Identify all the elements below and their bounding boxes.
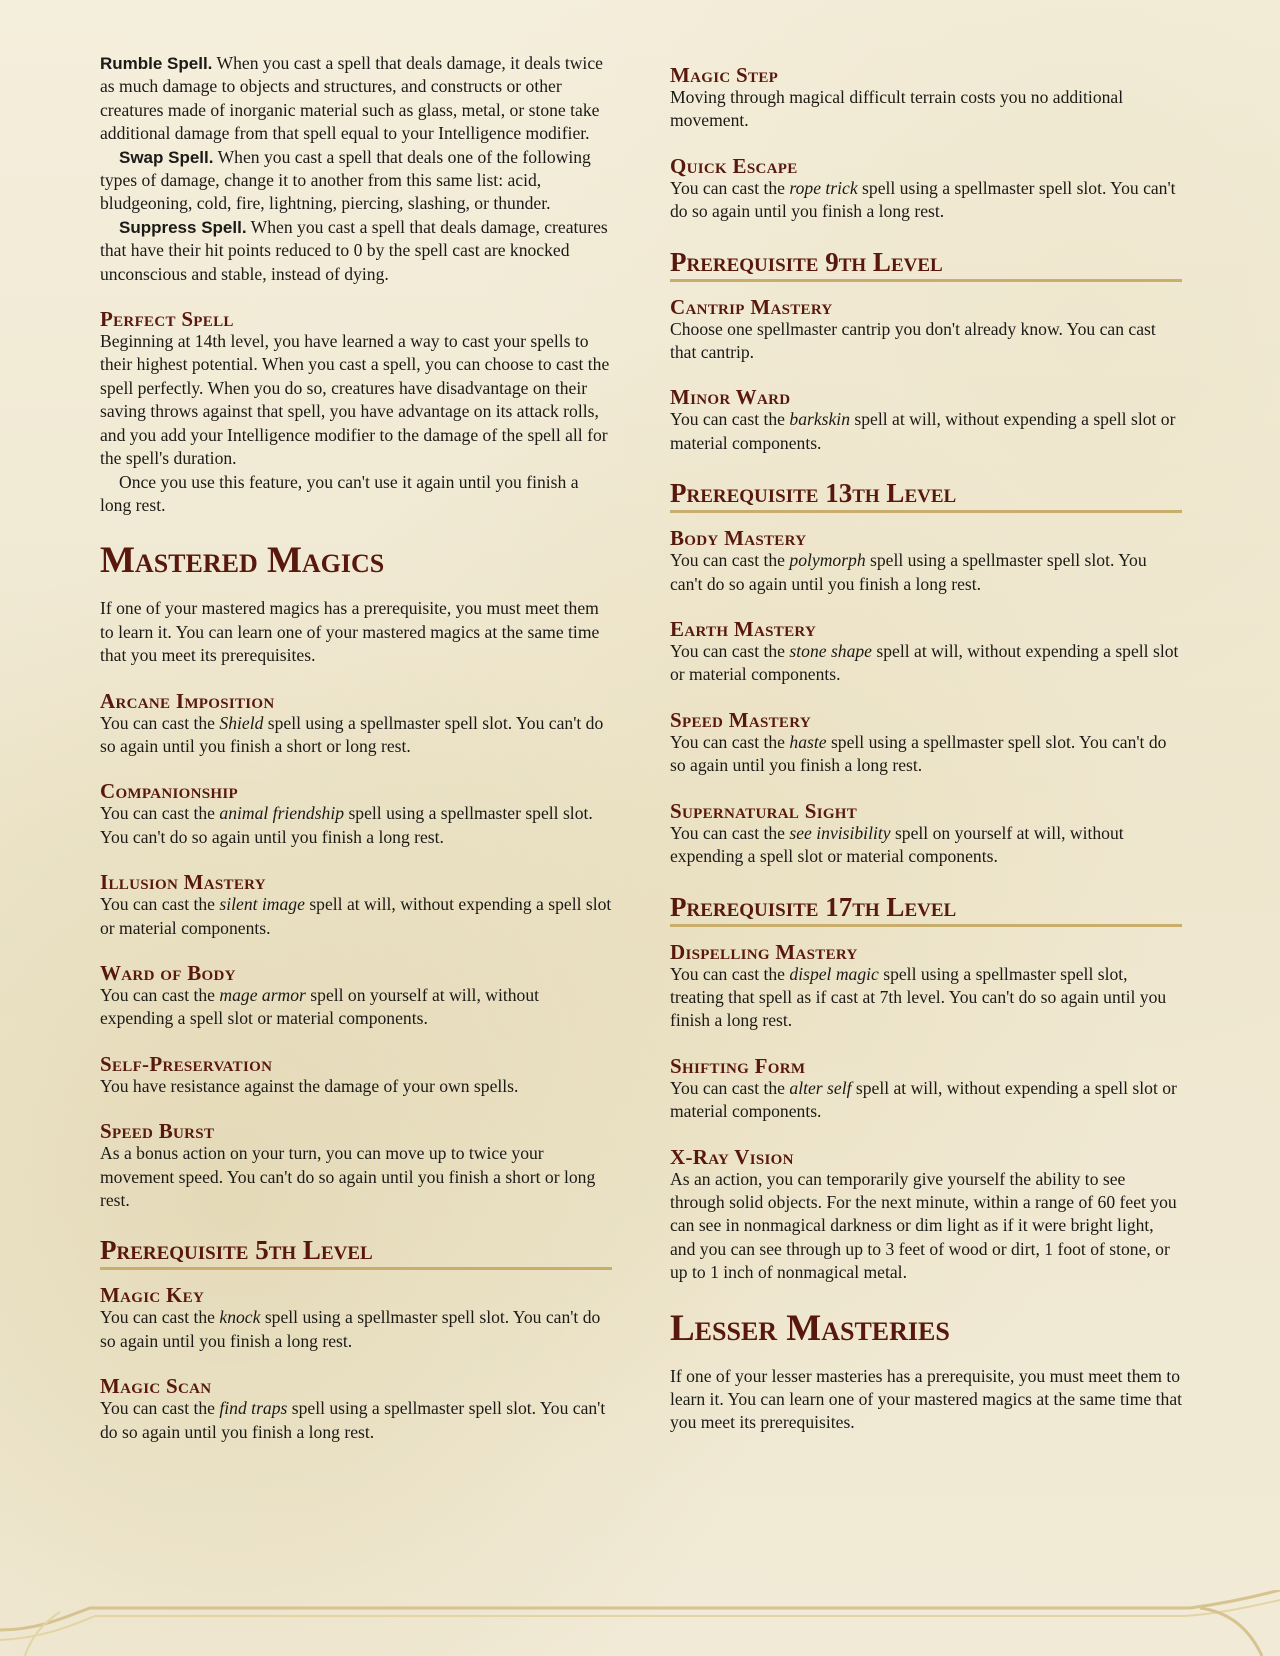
- spell-name: find traps: [219, 1398, 288, 1419]
- spell-name: haste: [789, 731, 827, 752]
- text-span: You can cast the: [100, 803, 220, 824]
- left-column: [100, 52, 612, 1444]
- spell-name: Shield: [219, 712, 264, 733]
- spell-name: rope trick: [789, 177, 858, 198]
- supernatural-sight-heading: Supernatural Sight: [670, 798, 858, 823]
- self-preservation-text: You have resistance against the damage of your own spells.: [100, 1075, 519, 1096]
- text-span: spell using a spellmaster spell slot. You can't do so again until you finish a long rest.: [100, 1398, 606, 1442]
- text-span: You can cast the: [100, 1307, 220, 1328]
- cantrip-mastery-text: Choose one spellmaster cantrip you don't already know. You can cast that cantrip.: [670, 318, 1156, 363]
- rumble-spell-paragraph: [100, 52, 612, 146]
- self-preservation-heading: Self-Preservation: [100, 1051, 273, 1076]
- footer-flourish-icon: [0, 1590, 1280, 1656]
- text-span: You can cast the: [100, 984, 220, 1005]
- lesser-masteries-heading: Lesser Masteries: [670, 1307, 950, 1349]
- speed-burst-heading: Speed Burst: [100, 1119, 215, 1144]
- supernatural-sight-text: [670, 822, 1182, 869]
- magic-step-text: Moving through magical difficult terrain costs you no additional movement.: [670, 87, 1124, 131]
- magic-key-text: [100, 1306, 612, 1353]
- spell-name: silent image: [219, 894, 305, 915]
- text-span: spell at will, without expending a spell slot or material components.: [100, 894, 612, 938]
- text-span: spell using a spellmaster spell slot. You can't do so again until you finish a long rest.: [670, 731, 1167, 776]
- ward-of-body-text: [100, 984, 612, 1031]
- text-span: You can cast the: [670, 641, 790, 662]
- text-span: You can cast the: [100, 894, 220, 915]
- text-span: spell using a spellmaster spell slot. You can't do so again until you finish a short or long rest.: [100, 712, 604, 756]
- spell-name: mage armor: [219, 984, 306, 1005]
- text-span: You can cast the: [100, 712, 220, 733]
- dispelling-mastery-heading: Dispelling Mastery: [670, 939, 858, 964]
- arcane-imposition-heading: Arcane Imposition: [100, 688, 275, 713]
- swap-spell-label: Swap Spell.: [119, 147, 214, 167]
- illusion-mastery-text: [100, 893, 612, 940]
- rumble-spell-text: When you cast a spell that deals damage, it deals twice as much damage to objects and structures, and constructs or other creatures made of inorganic material such as glass, metal, or stone take additional damage from that spell equal to your Intelligence modifier.: [100, 53, 603, 144]
- text-span: You can cast the: [670, 731, 790, 752]
- swap-spell-text: When you cast a spell that deals one of the following types of damage, change it to another from this same list: acid, bludgeoning, cold, fire, lightning, piercing, slashing, or thunder.: [100, 146, 591, 214]
- text-span: spell using a spellmaster spell slot. You can't do so again until you finish a long rest.: [670, 550, 1147, 594]
- text-span: spell on yourself at will, without expending a spell slot or material components.: [100, 984, 539, 1029]
- prerequisite-13th-level-heading: Prerequisite 13th Level: [670, 477, 1182, 513]
- swap-spell-paragraph: [100, 146, 612, 216]
- prerequisite-9th-level-heading: Prerequisite 9th Level: [670, 246, 1182, 282]
- text-span: You can cast the: [670, 409, 790, 430]
- speed-mastery-heading: Speed Mastery: [670, 707, 811, 732]
- magic-scan-heading: Magic Scan: [100, 1374, 212, 1399]
- text-span: You can cast the: [670, 1077, 790, 1098]
- companionship-text: [100, 802, 612, 849]
- text-span: spell using a spellmaster spell slot, treating that spell as if cast at 7th level. You can't do so again until you finish a long rest.: [670, 963, 1167, 1031]
- text-span: You can cast the: [100, 1398, 220, 1419]
- perfect-spell-heading: Perfect Spell: [100, 307, 234, 332]
- text-span: spell at will, without expending a spell slot or material components.: [670, 1077, 1177, 1122]
- cantrip-mastery-heading: Cantrip Mastery: [670, 294, 833, 319]
- body-mastery-text: [670, 549, 1182, 596]
- text-span: spell at will, without expending a spell slot or material components.: [670, 641, 1179, 685]
- spell-name: barkskin: [789, 409, 850, 430]
- earth-mastery-text: [670, 640, 1182, 687]
- text-span: spell at will, without expending a spell slot or material components.: [670, 409, 1176, 453]
- magic-scan-text: [100, 1397, 612, 1444]
- illusion-mastery-heading: Illusion Mastery: [100, 870, 266, 895]
- shifting-form-heading: Shifting Form: [670, 1053, 806, 1078]
- x-ray-vision-heading: X-Ray Vision: [670, 1144, 794, 1169]
- magic-step-heading: Magic Step: [670, 63, 779, 87]
- shifting-form-text: [670, 1077, 1182, 1124]
- earth-mastery-heading: Earth Mastery: [670, 617, 817, 642]
- spell-name: see invisibility: [789, 822, 891, 843]
- rumble-spell-label: Rumble Spell.: [100, 54, 213, 73]
- spell-name: alter self: [789, 1077, 852, 1098]
- perfect-spell-text: Beginning at 14th level, you have learned a way to cast your spells to their highest potential. When you cast a spell, you can choose to cast the spell perfectly. When you do so, creatures have disadvantage on their saving throws against that spell, you have advantage on its attack rolls, and you add your Intelligence modifier to the damage of the spell all for the spell's duration.: [100, 331, 610, 469]
- mastered-magics-intro: If one of your mastered magics has a prerequisite, you must meet them to learn it. You can learn one of your mastered magics at the same time that you meet its prerequisites.: [100, 598, 600, 666]
- text-span: You can cast the: [670, 963, 790, 984]
- mastered-magics-heading: Mastered Magics: [100, 540, 385, 582]
- text-span: You can cast the: [670, 822, 790, 843]
- spell-name: knock: [219, 1307, 261, 1328]
- text-span: You can cast the: [670, 550, 790, 571]
- quick-escape-text: [670, 177, 1182, 224]
- arcane-imposition-text: [100, 712, 612, 759]
- lesser-masteries-intro: If one of your lesser masteries has a prerequisite, you must meet them to learn it. You can learn one of your mastered magics at the same time that you meet its prerequisites.: [670, 1365, 1183, 1433]
- suppress-spell-label: Suppress Spell.: [119, 217, 247, 237]
- magic-key-heading: Magic Key: [100, 1283, 205, 1308]
- spell-name: polymorph: [789, 550, 866, 571]
- ward-of-body-heading: Ward of Body: [100, 960, 236, 985]
- suppress-spell-paragraph: [100, 216, 612, 286]
- text-span: spell using a spellmaster spell slot. You can't do so again until you finish a long rest.: [670, 177, 1176, 222]
- minor-ward-heading: Minor Ward: [670, 385, 791, 410]
- quick-escape-heading: Quick Escape: [670, 153, 798, 178]
- perfect-spell-usage-text: Once you use this feature, you can't use it again until you finish a long rest.: [100, 471, 579, 515]
- text-span: spell on yourself at will, without expending a spell slot or material components.: [670, 822, 1124, 867]
- spell-name: animal friendship: [219, 803, 345, 824]
- minor-ward-text: [670, 408, 1182, 455]
- suppress-spell-text: When you cast a spell that deals damage, creatures that have their hit points reduced to 0 by the spell cast are knocked unconscious and stable, instead of dying.: [100, 216, 608, 284]
- right-column: [670, 52, 1182, 1435]
- spell-name: stone shape: [789, 641, 872, 662]
- body-mastery-heading: Body Mastery: [670, 526, 807, 551]
- text-span: You can cast the: [670, 177, 790, 198]
- speed-burst-text: As a bonus action on your turn, you can move up to twice your movement speed. You can't do so again until you finish a short or long rest.: [100, 1143, 596, 1210]
- prerequisite-5th-level-heading: Prerequisite 5th Level: [100, 1234, 612, 1270]
- spell-name: dispel magic: [789, 963, 879, 984]
- x-ray-vision-text: As an action, you can temporarily give yourself the ability to see through solid objects. For the next minute, within a range of 60 feet you can see in nonmagical darkness or dim light as if it were bright light, and you can see through up to 3 feet of wood or dirt, 1 foot of stone, or up to 1 inch of nonmagical metal.: [670, 1168, 1177, 1283]
- companionship-heading: Companionship: [100, 779, 238, 804]
- speed-mastery-text: [670, 731, 1182, 778]
- prerequisite-17th-level-heading: Prerequisite 17th Level: [670, 891, 1182, 927]
- dispelling-mastery-text: [670, 963, 1182, 1033]
- text-span: spell using a spellmaster spell slot. You can't do so again until you finish a long rest.: [100, 803, 593, 847]
- text-span: spell using a spellmaster spell slot. You can't do so again until you finish a long rest.: [100, 1307, 601, 1351]
